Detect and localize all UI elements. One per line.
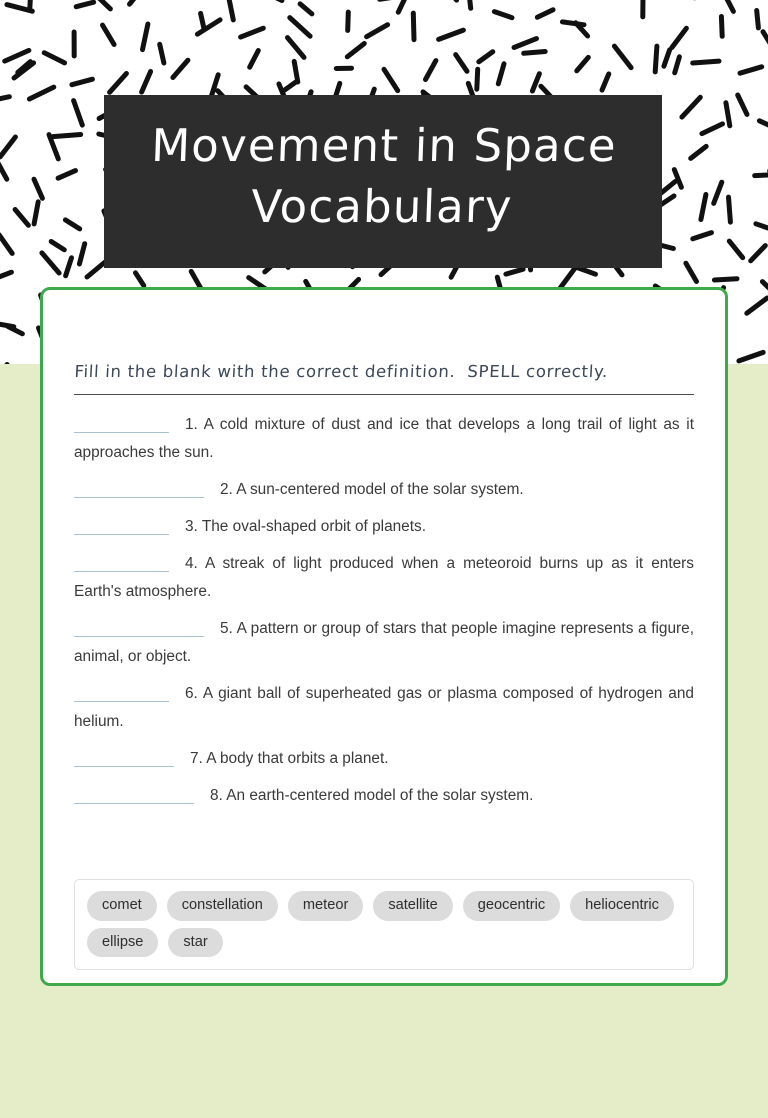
word-bank-chip[interactable]: comet — [87, 891, 157, 921]
answer-blank-2[interactable] — [74, 479, 204, 498]
question-text: 4. A streak of light produced when a meteoroid burns up as it enters Earth's atmosphere. — [74, 555, 694, 600]
word-bank-chip[interactable]: heliocentric — [570, 891, 674, 921]
instructions-block — [74, 290, 694, 395]
question-item — [74, 782, 694, 810]
word-bank-chip[interactable]: star — [168, 928, 222, 958]
answer-blank-3[interactable] — [74, 516, 169, 535]
answer-blank-7[interactable] — [74, 748, 174, 767]
page-title: Movement in Space Vocabulary — [150, 119, 618, 234]
word-bank — [74, 879, 694, 970]
word-bank-chip[interactable]: geocentric — [463, 891, 560, 921]
question-item — [74, 476, 694, 504]
worksheet-card — [40, 287, 728, 986]
answer-blank-5[interactable] — [74, 618, 204, 637]
word-bank-chip[interactable]: satellite — [373, 891, 452, 921]
question-item — [74, 680, 694, 736]
word-bank-chip[interactable]: constellation — [167, 891, 278, 921]
question-item — [74, 745, 694, 773]
question-text: 1. A cold mixture of dust and ice that develops a long trail of light as it approaches the sun. — [74, 416, 694, 461]
question-text: 3. The oval-shaped orbit of planets. — [185, 518, 426, 535]
question-text: 8. An earth-centered model of the solar system. — [210, 787, 534, 804]
answer-blank-6[interactable] — [74, 683, 169, 702]
title-banner — [104, 95, 662, 268]
question-text: 6. A giant ball of superheated gas or plasma composed of hydrogen and helium. — [74, 685, 694, 730]
answer-blank-8[interactable] — [74, 785, 194, 804]
word-bank-chip[interactable]: ellipse — [87, 928, 158, 958]
question-text: 5. A pattern or group of stars that people imagine represents a figure, animal, or object. — [74, 620, 694, 665]
question-text: 2. A sun-centered model of the solar system. — [220, 481, 524, 498]
question-item — [74, 513, 694, 541]
question-text: 7. A body that orbits a planet. — [190, 750, 389, 767]
questions-list — [74, 395, 694, 810]
word-bank-chip[interactable]: meteor — [288, 891, 363, 921]
answer-blank-4[interactable] — [74, 553, 169, 572]
instructions-text: Fill in the blank with the correct definition. SPELL correctly. — [74, 362, 609, 381]
question-item — [74, 550, 694, 606]
answer-blank-1[interactable] — [74, 414, 169, 433]
question-item — [74, 411, 694, 467]
question-item — [74, 615, 694, 671]
